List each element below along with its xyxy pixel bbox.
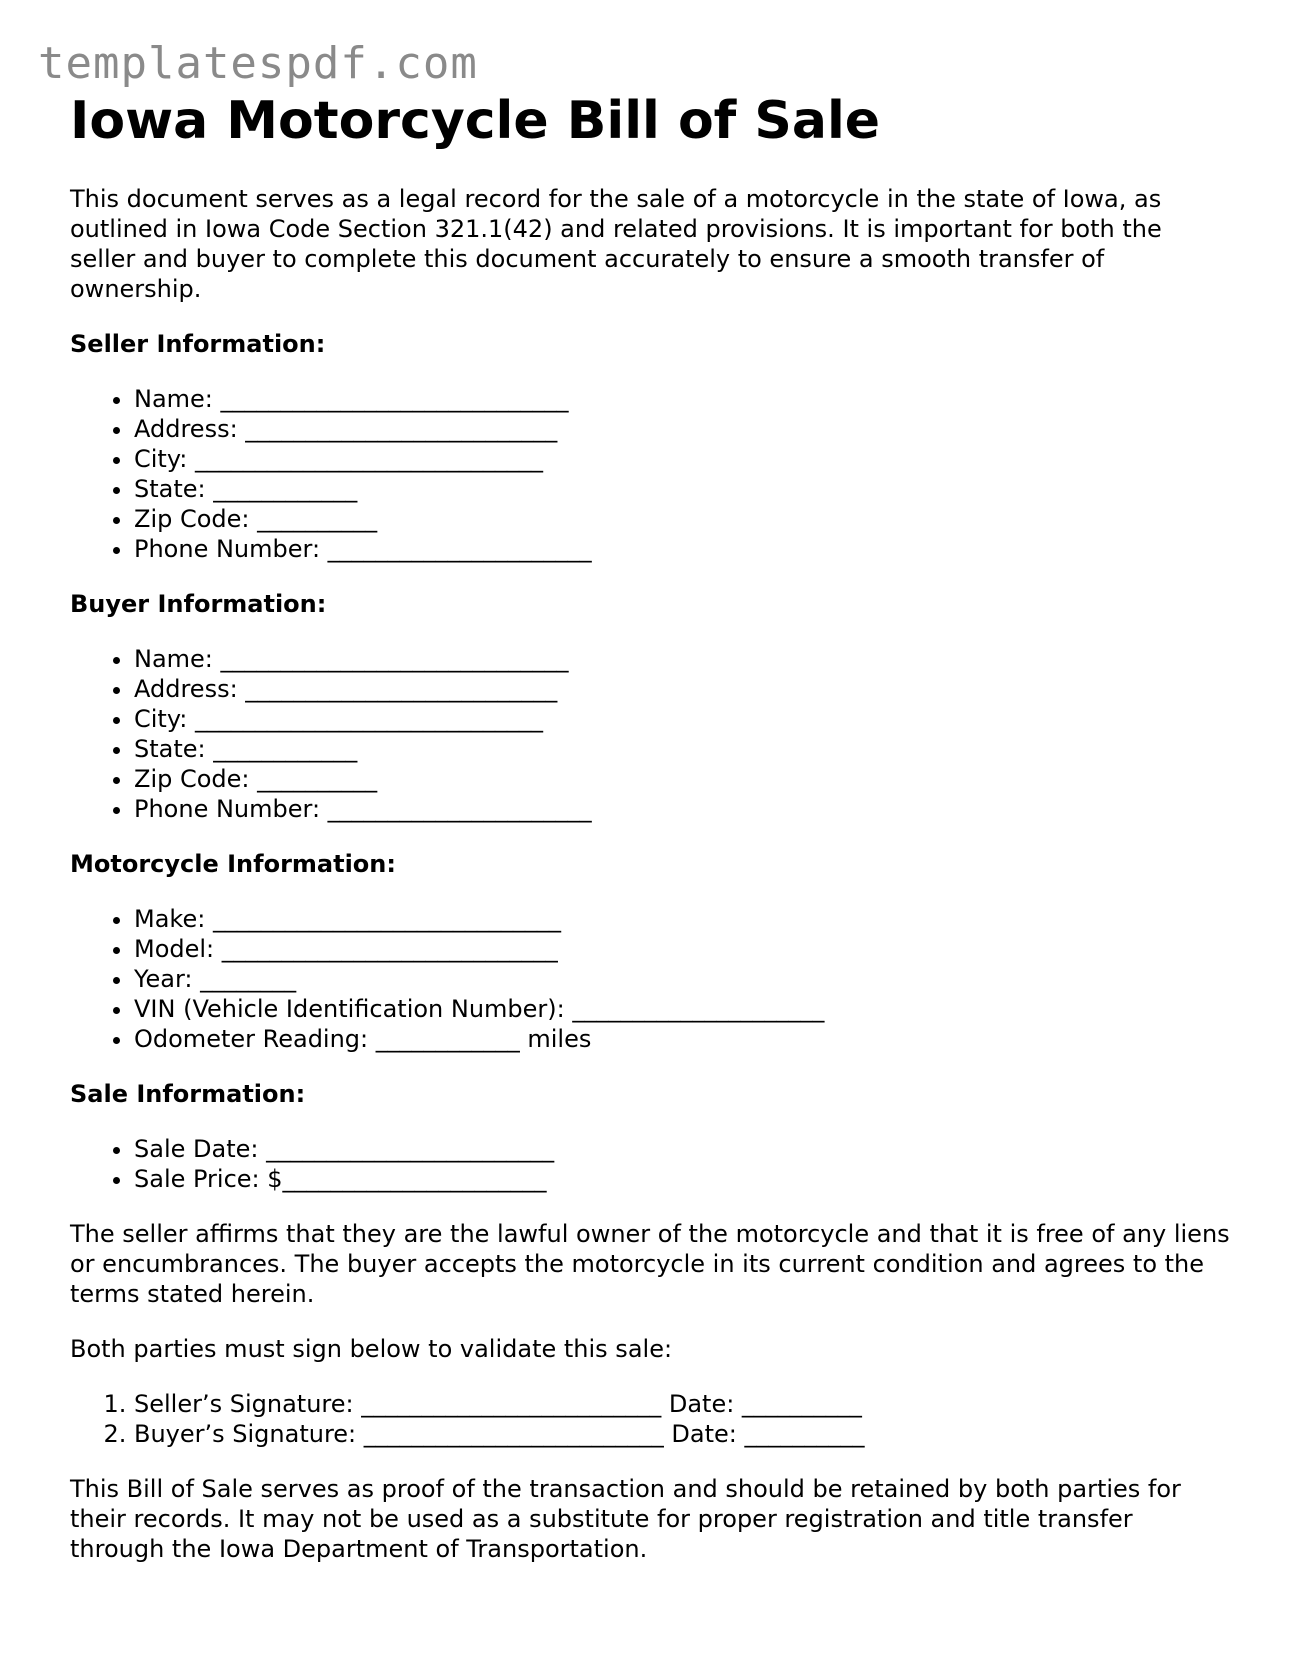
buyer-address-field[interactable]: • Address: __________________________ <box>134 674 1230 704</box>
closing-paragraph: This Bill of Sale serves as proof of the transaction and should be retained by both parties for their records. It may not be used as a substitute for proper registration and title transfer through the Iowa Department of Transportation. <box>70 1475 1181 1563</box>
signature-list <box>70 1389 1230 1449</box>
seller-phone-field[interactable]: • Phone Number: ______________________ <box>134 534 1230 564</box>
seller-city-field[interactable]: • City: _____________________________ <box>134 444 1230 474</box>
buyer-phone-field[interactable]: • Phone Number: ______________________ <box>134 794 1230 824</box>
sale-heading: Sale Information: <box>70 1080 306 1108</box>
buyer-field-list <box>70 644 1230 824</box>
seller-name-field[interactable]: • Name: _____________________________ <box>134 384 1230 414</box>
seller-field-list <box>70 384 1230 564</box>
seller-heading: Seller Information: <box>70 330 326 358</box>
seller-signature-field[interactable]: 1. Seller’s Signature: _________________________ Date: __________ <box>134 1389 1230 1419</box>
buyer-city-field[interactable]: • City: _____________________________ <box>134 704 1230 734</box>
affirmation-paragraph: The seller affirms that they are the lawful owner of the motorcycle and that it is free of any liens or encumbrances. The buyer accepts the motorcycle in its current condition and agrees to the terms stated herein. <box>70 1220 1230 1308</box>
motorcycle-model-field[interactable]: • Model: ____________________________ <box>134 934 1230 964</box>
motorcycle-odometer-field[interactable]: • Odometer Reading: ____________ miles <box>134 1024 1230 1054</box>
motorcycle-field-list <box>70 904 1230 1054</box>
buyer-heading: Buyer Information: <box>70 590 327 618</box>
motorcycle-vin-field[interactable]: • VIN (Vehicle Identification Number): _____________________ <box>134 994 1230 1024</box>
watermark: templatespdf.com <box>38 38 478 89</box>
buyer-state-field[interactable]: • State: ____________ <box>134 734 1230 764</box>
intro-paragraph: This document serves as a legal record for the sale of a motorcycle in the state of Iowa, as outlined in Iowa Code Section 321.1(42) and related provisions. It is important for both the seller and buyer to complete this document accurately to ensure a smooth transfer of ownership. <box>70 185 1162 303</box>
sale-field-list <box>70 1134 1230 1194</box>
sign-instruction: Both parties must sign below to validate this sale: <box>70 1335 673 1363</box>
motorcycle-make-field[interactable]: • Make: _____________________________ <box>134 904 1230 934</box>
document-page <box>70 90 1230 1564</box>
motorcycle-year-field[interactable]: • Year: ________ <box>134 964 1230 994</box>
buyer-zip-field[interactable]: • Zip Code: __________ <box>134 764 1230 794</box>
document-title: Iowa Motorcycle Bill of Sale <box>70 91 881 151</box>
buyer-signature-field[interactable]: 2. Buyer’s Signature: _________________________ Date: __________ <box>134 1419 1230 1449</box>
seller-state-field[interactable]: • State: ____________ <box>134 474 1230 504</box>
sale-date-field[interactable]: • Sale Date: ________________________ <box>134 1134 1230 1164</box>
seller-zip-field[interactable]: • Zip Code: __________ <box>134 504 1230 534</box>
seller-address-field[interactable]: • Address: __________________________ <box>134 414 1230 444</box>
buyer-name-field[interactable]: • Name: _____________________________ <box>134 644 1230 674</box>
motorcycle-heading: Motorcycle Information: <box>70 850 396 878</box>
sale-price-field[interactable]: • Sale Price: $______________________ <box>134 1164 1230 1194</box>
